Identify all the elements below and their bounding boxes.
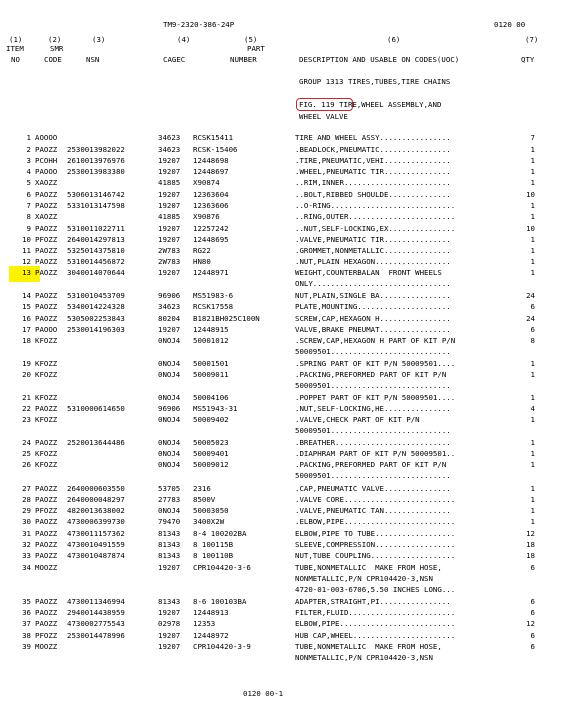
table-row-smr: MOOZZ (35, 563, 58, 572)
table-row-item-no: 35 (22, 597, 31, 606)
table-row-nsn: 5310000614650 (67, 404, 125, 413)
table-row-nsn: 2640014297813 (67, 235, 125, 244)
table-row-qty: 1 (530, 393, 535, 402)
table-row-qty: 1 (530, 495, 535, 504)
table-row-smr: KFOZZ (35, 449, 58, 458)
table-row-cage: 19207 (158, 642, 181, 651)
col-code-label: CODE (44, 55, 62, 64)
table-row-item-no: 14 (22, 291, 31, 300)
table-row-item-no: 20 (22, 370, 31, 379)
table-row-part: 50009402 (193, 415, 229, 424)
col-number-label: NUMBER (230, 55, 257, 64)
table-row-description: 4720-01-003-6706,5.50 INCHES LONG... (295, 585, 456, 595)
table-row-description: .DIAPHRAM PART OF KIT P/N 50009501.. (295, 449, 456, 458)
table-row-description: .BEADLOCK,PNEUMATIC................ (295, 145, 451, 154)
table-row-qty: 12 (526, 529, 535, 538)
col-part-label: PART (247, 44, 265, 53)
table-row-cage: 0NOJ4 (158, 506, 181, 515)
table-row-cage: 02978 (158, 619, 181, 628)
table-row-part: 50009011 (193, 370, 229, 379)
table-row-item-no: 16 (22, 314, 31, 323)
table-row-qty: 6 (530, 597, 535, 606)
table-row-description: .VALVE,PNEUMATIC TAN............... (295, 506, 451, 515)
table-row-smr: PAOZZ (35, 484, 58, 493)
table-row-part: 50009012 (193, 460, 229, 469)
table-row-description: .WHEEL,PNEUMATIC TIR............... (295, 167, 451, 176)
col-no-label: NO (11, 55, 20, 64)
table-row-qty: 1 (530, 246, 535, 255)
table-row-smr: PAOZZ (35, 268, 58, 277)
table-row-qty: 1 (530, 201, 535, 210)
table-row-qty: 6 (530, 631, 535, 640)
table-row-item-no: 1 (26, 133, 31, 142)
table-row-nsn: 2530014196303 (67, 325, 125, 334)
table-row-part: 12448698 (193, 156, 229, 165)
table-row-nsn: 2610013976976 (67, 156, 125, 165)
table-row-smr: PFOZZ (35, 506, 58, 515)
table-row-cage: 81343 (158, 551, 181, 560)
table-row-qty: 1 (530, 257, 535, 266)
table-row-cage: 0NOJ4 (158, 393, 181, 402)
table-row-description: ELBOW,PIPE TO TUBE.................. (295, 529, 456, 538)
table-row-qty: 1 (530, 484, 535, 493)
table-row-nsn: 5310010453709 (67, 291, 125, 300)
page-footer: 0120 00-1 (243, 689, 284, 698)
table-row-cage: 0NOJ4 (158, 415, 181, 424)
col-num-3: (3) (92, 35, 106, 44)
table-row-item-no: 18 (22, 336, 31, 345)
table-row-qty: 1 (530, 178, 535, 187)
table-row-smr: PAOZZ (35, 145, 58, 154)
table-row-description: ..BOLT,RIBBED SHOULDE.............. (295, 190, 451, 199)
document-id: TM9-2320-386-24P (163, 20, 235, 29)
group-title: GROUP 1313 TIRES,TUBES,TIRE CHAINS (299, 77, 451, 86)
table-row-cage: 96906 (158, 404, 181, 413)
table-row-description: 50009501........................... (295, 381, 451, 391)
table-row-description: ONLY............................... (295, 279, 451, 289)
table-row-description: ..RING,OUTER........................ (295, 212, 456, 221)
table-row-cage: 19207 (158, 201, 181, 210)
table-row-cage: 0NOJ4 (158, 460, 181, 469)
col-num-2: (2) (48, 35, 62, 44)
table-row-smr: PAOOO (35, 325, 58, 334)
table-row-description: TUBE,NONMETALLIC MAKE FROM HOSE, (295, 642, 442, 651)
table-row-nsn: 4730011346994 (67, 597, 125, 606)
table-row-item-no: 5 (26, 178, 31, 187)
table-row-part: 50009401 (193, 449, 229, 458)
table-row-part: 8 100110B (193, 551, 234, 560)
table-row-item-no: 24 (22, 438, 31, 447)
table-row-qty: 8 (530, 336, 535, 345)
col-num-7: (7) (525, 35, 539, 44)
table-row-smr: PAOZZ (35, 608, 58, 617)
table-row-cage: 80204 (158, 314, 181, 323)
table-row-part: RCSK-15406 (193, 145, 238, 154)
table-row-nsn: 2530014478996 (67, 631, 125, 640)
table-row-cage: 96906 (158, 291, 181, 300)
table-row-part: RG22 (193, 246, 211, 255)
table-row-nsn: 4730010487874 (67, 551, 125, 560)
table-row-description: NUT,TUBE COUPLING................... (295, 551, 456, 560)
table-row-smr: KFOZZ (35, 336, 58, 345)
table-row-description: .BREATHER.......................... (295, 438, 451, 447)
table-row-qty: 6 (530, 608, 535, 617)
table-row-cage: 19207 (158, 235, 181, 244)
table-row-item-no: 6 (26, 190, 31, 199)
col-num-4: (4) (177, 35, 191, 44)
table-row-part: MS51983-6 (193, 291, 234, 300)
table-row-qty: 7 (530, 133, 535, 142)
table-row-smr: KFOZZ (35, 370, 58, 379)
page-ref: 0120 00 (494, 20, 526, 29)
table-row-description: ADAPTER,STRAIGHT,PI................ (295, 597, 451, 606)
table-row-cage: 19207 (158, 325, 181, 334)
table-row-cage: 27783 (158, 495, 181, 504)
table-row-item-no: 25 (22, 449, 31, 458)
table-row-item-no: 36 (22, 608, 31, 617)
table-row-item-no: 11 (22, 246, 31, 255)
table-row-smr: PAOZZ (35, 302, 58, 311)
table-row-description: ..O-RING............................ (295, 201, 456, 210)
table-row-smr: MOOZZ (35, 642, 58, 651)
table-row-smr: XAOZZ (35, 178, 58, 187)
table-row-description: ..NUT,SELF-LOCKING,EX............... (295, 224, 456, 233)
table-row-qty: 18 (526, 540, 535, 549)
table-row-qty: 1 (530, 145, 535, 154)
table-row-description: .PACKING,PREFORMED PART OF KIT P/N (295, 460, 447, 469)
table-row-part: HN80 (193, 257, 211, 266)
table-row-part: 12448913 (193, 608, 229, 617)
table-row-description: .VALVE,PNEUMATIC TIR............... (295, 235, 451, 244)
table-row-cage: 41885 (158, 178, 181, 187)
table-row-cage: 19207 (158, 631, 181, 640)
table-row-part: X90874 (193, 178, 220, 187)
table-row-qty: 24 (526, 314, 535, 323)
table-row-smr: PAOZZ (35, 551, 58, 560)
col-description-label: DESCRIPTION AND USABLE ON CODES(UOC) (299, 55, 460, 64)
table-row-description: .ELBOW,PIPE......................... (295, 517, 456, 526)
table-row-description: .NUT,PLAIN HEXAGON................. (295, 257, 451, 266)
table-row-smr: PAOZZ (35, 619, 58, 628)
table-row-cage: 34623 (158, 302, 181, 311)
table-row-cage: 2W783 (158, 246, 181, 255)
table-row-part: 12257242 (193, 224, 229, 233)
table-row-cage: 19207 (158, 156, 181, 165)
table-row-part: 8500V (193, 495, 216, 504)
table-row-description: SCREW,CAP,HEXAGON H................ (295, 314, 451, 323)
table-row-qty: 1 (530, 506, 535, 515)
table-row-smr: PAOZZ (35, 246, 58, 255)
table-row-cage: 79470 (158, 517, 181, 526)
table-row-item-no: 39 (22, 642, 31, 651)
table-row-smr: PAOZZ (35, 597, 58, 606)
table-row-part: RCSK17558 (193, 302, 234, 311)
table-row-qty: 1 (530, 167, 535, 176)
table-row-qty: 1 (530, 212, 535, 221)
figure-title: TIRE,WHEEL ASSEMBLY,AND (334, 100, 442, 109)
table-row-smr: PCOHH (35, 156, 58, 165)
table-row-smr: PAOZZ (35, 517, 58, 526)
table-row-description: NONMETALLIC,P/N CPR104420-3,NSN (295, 574, 433, 584)
table-row-item-no: 4 (26, 167, 31, 176)
table-row-part: 12353 (193, 619, 216, 628)
table-row-item-no: 30 (22, 517, 31, 526)
table-row-qty: 24 (526, 291, 535, 300)
table-row-part: MS51943-31 (193, 404, 238, 413)
table-row-qty: 10 (526, 190, 535, 199)
col-cagec-label: CAGEC (163, 55, 186, 64)
table-row-nsn: 5331013147598 (67, 201, 125, 210)
table-row-part: 8-6 100103BA (193, 597, 247, 606)
table-row-description: .TIRE,PNEUMATIC,VEHI............... (295, 156, 451, 165)
table-row-qty: 1 (530, 517, 535, 526)
table-row-cage: 41885 (158, 212, 181, 221)
table-row-cage: 19207 (158, 563, 181, 572)
table-row-nsn: 5310014456872 (67, 257, 125, 266)
table-row-smr: PFOZZ (35, 235, 58, 244)
table-row-item-no: 29 (22, 506, 31, 515)
table-row-item-no: 33 (22, 551, 31, 560)
table-row-description: .SPRING PART OF KIT P/N 50009501.... (295, 359, 456, 368)
table-row-smr: PAOZZ (35, 190, 58, 199)
table-row-cage: 53705 (158, 484, 181, 493)
table-row-cage: 34623 (158, 145, 181, 154)
table-row-item-no: 8 (26, 212, 31, 221)
table-row-part: 50003050 (193, 506, 229, 515)
table-row-smr: PAOZZ (35, 314, 58, 323)
table-row-description: .CAP,PNEUMATIC VALVE............... (295, 484, 451, 493)
table-row-nsn: 4730010491559 (67, 540, 125, 549)
table-row-qty: 1 (530, 268, 535, 277)
table-row-qty: 6 (530, 563, 535, 572)
table-row-part: CPR104420-3-9 (193, 642, 251, 651)
table-row-cage: 19207 (158, 268, 181, 277)
table-row-description: HUB CAP,WHEEL....................... (295, 631, 456, 640)
table-row-smr: PAOZZ (35, 438, 58, 447)
table-row-part: 50005023 (193, 438, 229, 447)
table-row-qty: 1 (530, 359, 535, 368)
table-row-smr: PFOZZ (35, 631, 58, 640)
table-row-nsn: 2530013983380 (67, 167, 125, 176)
table-row-nsn: 5325014375810 (67, 246, 125, 255)
table-row-description: WEIGHT,COUNTERBALAN FRONT WHEELS (295, 268, 442, 277)
table-row-qty: 4 (530, 404, 535, 413)
table-row-item-no: 12 (22, 257, 31, 266)
table-row-item-no: 23 (22, 415, 31, 424)
table-row-description: .NUT,SELF-LOCKING,HE............... (295, 404, 451, 413)
table-row-description: TUBE,NONMETALLIC MAKE FROM HOSE, (295, 563, 442, 572)
table-row-description: 50009501........................... (295, 426, 451, 436)
table-row-description: .SCREW,CAP,HEXAGON H PART OF KIT P/N (295, 336, 456, 345)
table-row-cage: 19207 (158, 224, 181, 233)
table-row-part: 12448972 (193, 631, 229, 640)
table-row-nsn: 5310011022711 (67, 224, 125, 233)
table-row-cage: 81343 (158, 529, 181, 538)
table-row-qty: 6 (530, 325, 535, 334)
col-qty-label: QTY (521, 55, 535, 64)
table-row-cage: 0NOJ4 (158, 336, 181, 345)
table-row-smr: PAOZZ (35, 291, 58, 300)
table-row-part: 12363604 (193, 190, 229, 199)
table-row-qty: 1 (530, 449, 535, 458)
table-row-qty: 18 (526, 551, 535, 560)
table-row-qty: 10 (526, 224, 535, 233)
table-row-item-no: 13 (22, 268, 31, 277)
table-row-qty: 6 (530, 642, 535, 651)
table-row-part: 12448697 (193, 167, 229, 176)
table-row-smr: KFOZZ (35, 415, 58, 424)
table-row-item-no: 26 (22, 460, 31, 469)
table-row-nsn: 4730011157362 (67, 529, 125, 538)
table-row-description: FILTER,FLUID........................ (295, 608, 456, 617)
table-row-item-no: 32 (22, 540, 31, 549)
table-row-nsn: 2940014438959 (67, 608, 125, 617)
table-row-item-no: 34 (22, 563, 31, 572)
table-row-item-no: 28 (22, 495, 31, 504)
table-row-cage: 19207 (158, 190, 181, 199)
table-row-qty: 12 (526, 619, 535, 628)
table-row-item-no: 10 (22, 235, 31, 244)
table-row-qty: 1 (530, 438, 535, 447)
table-row-cage: 2W783 (158, 257, 181, 266)
table-row-qty: 1 (530, 235, 535, 244)
col-item-label: ITEM (6, 44, 24, 53)
table-row-qty: 1 (530, 370, 535, 379)
table-row-qty: 1 (530, 415, 535, 424)
table-row-cage: 0NOJ4 (158, 370, 181, 379)
table-row-qty: 1 (530, 156, 535, 165)
table-row-smr: KFOZZ (35, 359, 58, 368)
table-row-part: 12363606 (193, 201, 229, 210)
table-row-part: 12448971 (193, 268, 229, 277)
figure-label: FIG. 119 (299, 100, 335, 109)
table-row-part: 8-4 100202BA (193, 529, 247, 538)
table-row-nsn: 3040014070644 (67, 268, 125, 277)
table-row-item-no: 17 (22, 325, 31, 334)
table-row-smr: PAOZZ (35, 404, 58, 413)
table-row-description: .VALVE CORE......................... (295, 495, 456, 504)
table-row-item-no: 38 (22, 631, 31, 640)
table-row-description: .GROMMET,NONMETALLIC............... (295, 246, 451, 255)
table-row-nsn: 5340014224328 (67, 302, 125, 311)
table-row-part: 8 100115B (193, 540, 234, 549)
table-row-part: 2316 (193, 484, 211, 493)
table-row-nsn: 5305002253843 (67, 314, 125, 323)
table-row-nsn: 4730002775543 (67, 619, 125, 628)
table-row-part: 50001501 (193, 359, 229, 368)
table-row-description: PLATE,MOUNTING..................... (295, 302, 451, 311)
table-row-nsn: 4820013638002 (67, 506, 125, 515)
table-row-description: 50009501........................... (295, 347, 451, 357)
table-row-smr: KFOZZ (35, 393, 58, 402)
col-nsn-label: NSN (86, 55, 100, 64)
table-row-description: ELBOW,PIPE.......................... (295, 619, 456, 628)
table-row-cage: 81343 (158, 597, 181, 606)
table-row-part: B1821BH025C100N (193, 314, 260, 323)
table-row-description: NUT,PLAIN,SINGLE BA................ (295, 291, 451, 300)
table-row-qty: 1 (530, 460, 535, 469)
table-row-part: X90876 (193, 212, 220, 221)
table-row-part: 50001012 (193, 336, 229, 345)
table-row-smr: AOOOO (35, 133, 58, 142)
table-row-smr: XAOZZ (35, 212, 58, 221)
table-row-cage: 19207 (158, 608, 181, 617)
table-row-nsn: 2520013644486 (67, 438, 125, 447)
table-row-cage: 0NOJ4 (158, 359, 181, 368)
table-row-item-no: 22 (22, 404, 31, 413)
table-row-item-no: 15 (22, 302, 31, 311)
table-row-cage: 19207 (158, 167, 181, 176)
table-row-part: 50004106 (193, 393, 229, 402)
col-num-6: (6) (387, 35, 401, 44)
table-row-cage: 34623 (158, 133, 181, 142)
table-row-smr: PAOZZ (35, 257, 58, 266)
table-row-description: 50009501........................... (295, 471, 451, 481)
table-row-part: RCSK15411 (193, 133, 234, 142)
table-row-item-no: 37 (22, 619, 31, 628)
table-row-item-no: 3 (26, 156, 31, 165)
table-row-nsn: 5306013146742 (67, 190, 125, 199)
table-row-item-no: 21 (22, 393, 31, 402)
table-row-nsn: 2530013982022 (67, 145, 125, 154)
table-row-smr: KFOZZ (35, 460, 58, 469)
col-num-5: (5) (244, 35, 258, 44)
table-row-description: ..RIM,INNER........................ (295, 178, 451, 187)
table-row-cage: 81343 (158, 540, 181, 549)
table-row-smr: PAOOO (35, 167, 58, 176)
table-row-item-no: 19 (22, 359, 31, 368)
table-row-part: 12448915 (193, 325, 229, 334)
table-row-description: .POPPET PART OF KIT P/N 50009501.... (295, 393, 456, 402)
table-row-description: NONMETALLIC,P/N CPR104420-3,NSN (295, 653, 433, 663)
table-row-description: SLEEVE,COMPRESSION.................. (295, 540, 456, 549)
table-row-nsn: 2640000603550 (67, 484, 125, 493)
table-row-smr: PAOZZ (35, 495, 58, 504)
table-row-smr: PAOZZ (35, 540, 58, 549)
table-row-cage: 0NOJ4 (158, 449, 181, 458)
table-row-item-no: 2 (26, 145, 31, 154)
table-row-description: VALVE,BRAKE PNEUMAT................ (295, 325, 451, 334)
figure-title-line1 (299, 100, 441, 109)
table-row-item-no: 27 (22, 484, 31, 493)
table-row-part: 12448695 (193, 235, 229, 244)
table-row-nsn: 4730006399730 (67, 517, 125, 526)
table-row-nsn: 2640000048297 (67, 495, 125, 504)
table-row-smr: PAOZZ (35, 529, 58, 538)
table-row-cage: 0NOJ4 (158, 438, 181, 447)
col-smr-label: SMR (50, 44, 64, 53)
table-row-smr: PAOZZ (35, 224, 58, 233)
col-num-1: (1) (9, 35, 23, 44)
table-row-item-no: 7 (26, 201, 31, 210)
table-row-description: TIRE AND WHEEL ASSY................ (295, 133, 451, 142)
table-row-part: CPR104420-3-6 (193, 563, 251, 572)
table-row-description: .PACKING,PREFORMED PART OF KIT P/N (295, 370, 447, 379)
figure-title-line2: WHEEL VALVE (299, 112, 348, 121)
table-row-qty: 6 (530, 302, 535, 311)
table-row-item-no: 9 (26, 224, 31, 233)
table-row-description: .VALVE,CHECK PART OF KIT P/N (295, 415, 420, 424)
table-row-part: 3400X2W (193, 517, 225, 526)
table-row-item-no: 31 (22, 529, 31, 538)
table-row-smr: PAOZZ (35, 201, 58, 210)
